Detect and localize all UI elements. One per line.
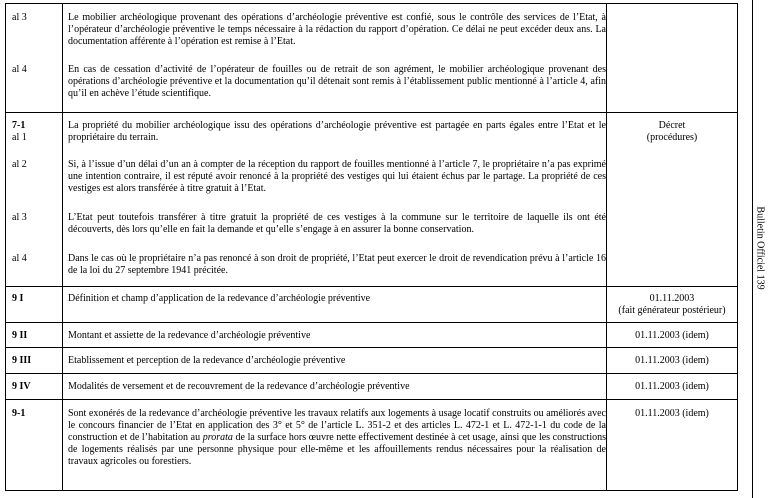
table-row (6, 373, 737, 399)
article-text: Le mobilier archéologique provenant des opérations d’archéologie préventive est confié, sous le contrôle des services de l’Etat, à l’opérateur d’archéologie préventive le temps nécessaire à la rédaction du rapport d’opération. Ce délai ne peut excéder deux ans. La documentation afférente à l’opération est remise à l’Etat. (68, 12, 606, 47)
effective-date: 01.11.2003 (idem) (635, 381, 709, 392)
article-text (68, 408, 606, 468)
article-number: al 4 (12, 64, 27, 75)
article-number: 9 II (12, 330, 28, 341)
article-number: al 3 (12, 12, 27, 23)
table-row (6, 399, 737, 491)
article-text: En cas de cessation d’activité de l’opérateur de fouilles ou de retrait de son agrément, le mobilier archéologique provenant des opérations d’archéologie préventive et la documentation qu’il détenait sont remis à l’établissement public mentionné à l’article 4, afin qu’il en achève l’étude scientifique. (68, 64, 606, 99)
article-text: Si, à l’issue d’un délai d’un an à compter de la réception du rapport de fouilles mentionné à l’article 7, le propriétaire n’a pas exprimé une intention contraire, il est réputé avoir renoncé à la propriété des vestiges qui lui étaient échus par le partage. La propriété de ces vestiges est alors transférée à titre gratuit à l’Etat. (68, 159, 606, 194)
article-text: Définition et champ d’application de la redevance d’archéologie préventive (68, 293, 371, 304)
side-label: Bulletin Officiel 139 (754, 206, 766, 290)
effective-date: 01.11.2003 (idem) (635, 330, 709, 341)
article-text-part: de la surface hors œuvre nette effectivement destinée à cet usage, ainsi que les constructions de logements réalisés par une personne physique pour elle-même et les affouillements rendus nécessaires pour la réalisation de travaux agricoles ou forestiers. (68, 432, 606, 467)
article-text: Montant et assiette de la redevance d’archéologie préventive (68, 330, 311, 341)
article-text: Modalités de versement et de recouvrement de la redevance d’archéologie préventive (68, 381, 410, 392)
table-row (6, 322, 737, 347)
article-number: 9 III (12, 355, 32, 366)
article-text-part: Sont exonérés de la redevance d’archéologie préventive les travaux relatifs aux logements à usage locatif construits ou améliorés avec le concours financier de l’Etat en application des 3° et 5° de l’article L. 351-2 et des articles L. 472-1 et L. 472-1-1 du code de la construction et de l’habitation au (68, 408, 606, 443)
article-text: L’Etat peut toutefois transférer à titre gratuit la propriété de ces vestiges à la commune sur le territoire de laquelle ils ont été découverts, dès lors qu’elle en fait la demande et qu’elle s’engage à en assurer la bonne conservation. (68, 212, 606, 235)
article-text: Dans le cas où le propriétaire n’a pas renoncé à son droit de propriété, l’Etat peut exercer le droit de revendication prévu à l’article 16 de la loi du 27 septembre 1941 précitée. (68, 253, 606, 276)
article-number: al 3 (12, 212, 27, 223)
effective-date: Décret (procédures) (646, 120, 698, 143)
article-number: 9-1 (12, 408, 26, 419)
article-text: La propriété du mobilier archéologique issu des opérations d’archéologie préventive est partagée en parts égales entre l’Etat et le propriétaire du terrain. (68, 120, 606, 143)
table-row (6, 286, 737, 322)
article-number: 9 I (12, 293, 24, 304)
effective-date: 01.11.2003 (idem) (635, 408, 709, 419)
article-text: Etablissement et perception de la redevance d’archéologie préventive (68, 355, 346, 366)
effective-date: 01.11.2003 (idem) (635, 355, 709, 366)
margin-rule (752, 0, 753, 498)
articles-table (5, 3, 738, 491)
article-number: 7-1 (12, 120, 26, 131)
table-row (6, 112, 737, 286)
table-row (6, 347, 737, 373)
article-text-italic: prorata (202, 432, 233, 443)
article-number: al 1 (12, 132, 27, 143)
effective-date: 01.11.2003 (fait générateur postérieur) (618, 293, 726, 316)
article-number: al 4 (12, 253, 27, 264)
article-number: al 2 (12, 159, 27, 170)
table-row (6, 4, 737, 112)
article-number: 9 IV (12, 381, 31, 392)
